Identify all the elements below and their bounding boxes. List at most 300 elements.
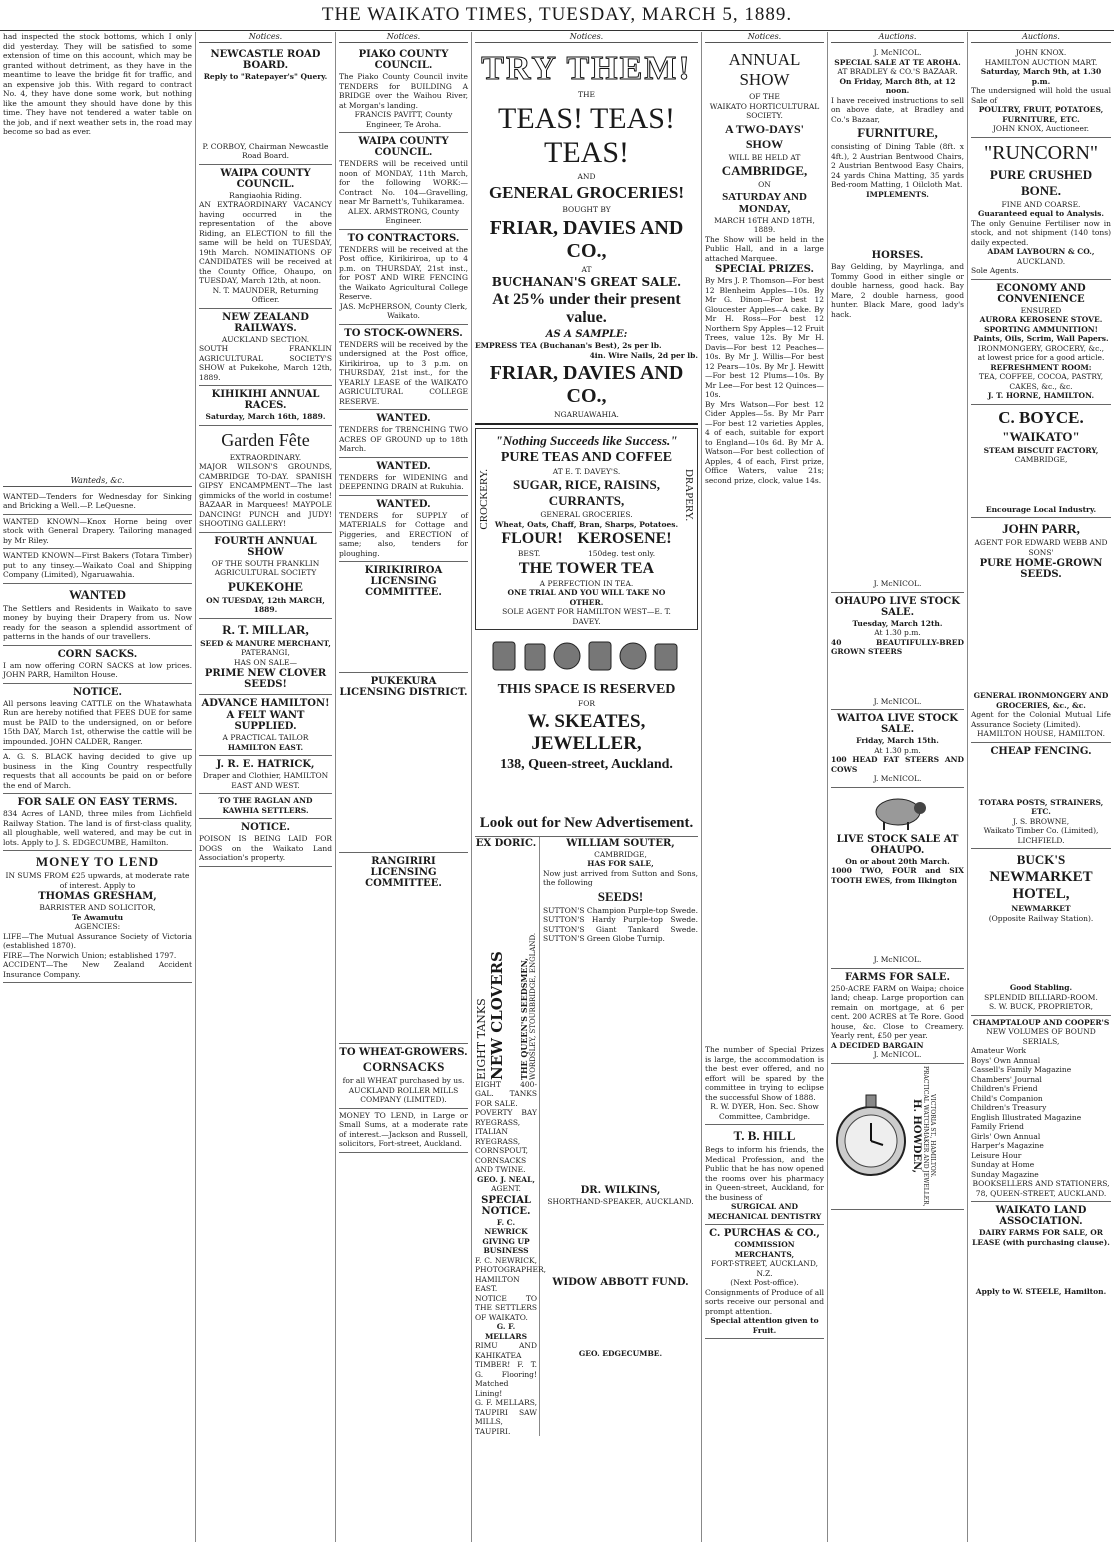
- serial-item: Family Friend: [971, 1122, 1024, 1131]
- railways-text: SOUTH FRANKLIN AGRICULTURAL SOCIETY'S SHOW at Pukekohe, March 12th, 1889.: [199, 344, 332, 382]
- flour-sub: BEST.: [517, 549, 541, 558]
- wanted-drain: [339, 458, 468, 496]
- public-hall: The Show will be held in the Public Hall, and in a large attached Marquee.: [705, 234, 824, 263]
- wanted-ad-3-text: WANTED KNOWN—First Bakers (Totara Timber) put to any tinsey.—Waikato Coal and Shipping Company (Limited), Ngaruawahia.: [3, 551, 192, 579]
- dairy-farms: DAIRY FARMS FOR SALE, OR LEASE (with purchasing clause).: [972, 1228, 1110, 1247]
- ironmongery: IRONMONGERY, GROCERY, &c.,: [977, 343, 1105, 353]
- howden-name: H. HOWDEN,: [911, 1098, 922, 1173]
- doric-title: EX DORIC.: [475, 837, 537, 849]
- fine-coarse: FINE AND COARSE.: [1001, 199, 1081, 209]
- auctions-header-6: Auctions.: [831, 32, 964, 43]
- hamilton-house: HAMILTON HOUSE, HAMILTON.: [976, 729, 1106, 738]
- mcnicol-5: J. McNICOL.: [873, 955, 922, 964]
- watch-illustration: [831, 1091, 911, 1181]
- corn-sacks-ad: [3, 646, 192, 684]
- ohaupo2-title: LIVE STOCK SALE AT OHAUPO.: [836, 833, 959, 856]
- newcastle-ad: [199, 46, 332, 165]
- mcnicol-1: J. McNICOL.: [873, 48, 922, 57]
- wanted-ad-4-text: The Settlers and Residents in Waikato to save money by buying their Drapery from us. Now ready for the season a splendid assortment of patterns in the hands of our travellers.: [3, 603, 192, 641]
- railways-ad: [199, 309, 332, 387]
- annual-show-ad: [199, 533, 332, 619]
- sample-1: EMPRESS TEA (Buchanan's Best), 2s per lb.: [475, 341, 662, 350]
- association-title: WAIKATO LAND ASSOCIATION.: [995, 1205, 1087, 1227]
- cattle-notice: [3, 684, 192, 751]
- boyce-body: [971, 465, 1111, 505]
- fencing-body: [971, 758, 1111, 798]
- column-3: [336, 32, 472, 1542]
- sheep-illustration: [868, 792, 928, 832]
- serial-item: Sunday at Home: [971, 1160, 1035, 1169]
- serial-item: Children's Friend: [971, 1084, 1038, 1093]
- fat-steers: 100 HEAD FAT STEERS AND COWS: [831, 755, 964, 774]
- horses-heading: HORSES.: [871, 250, 924, 261]
- serial-item: Chambers' Journal: [971, 1074, 1042, 1084]
- wheat-ad: [339, 1044, 468, 1109]
- corn-sacks-text: I am now offering CORN SACKS at low prices. JOHN PARR, Hamilton House.: [3, 660, 192, 679]
- wanted-supply: [339, 496, 468, 563]
- at-davey: AT E. T. DAVEY'S.: [552, 466, 621, 476]
- land-association-ad: [971, 1202, 1111, 1300]
- cattle-notice-title: NOTICE.: [72, 686, 123, 698]
- sale-title: SPECIAL SALE AT TE AROHA.: [834, 57, 961, 67]
- mcnicol-6: J. McNICOL.: [873, 1050, 922, 1059]
- columns: [0, 32, 1114, 1542]
- land-sale-title: FOR SALE ON EASY TERMS.: [17, 797, 178, 808]
- flour-sub-row: [494, 549, 679, 559]
- sole-agent: SOLE AGENT FOR HAMILTON WEST—E. T. DAVEY.: [502, 607, 671, 626]
- races-title: KIHIKIHI ANNUAL RACES.: [211, 389, 320, 411]
- ohaupo-sale: [831, 593, 964, 711]
- purchas-ad: [705, 1225, 824, 1339]
- land-sale-ad: [3, 794, 192, 851]
- parr-colonial: Agent for the Colonial Mutual Life Assurance Society (Limited).: [971, 710, 1111, 729]
- money-lend-title: MONEY TO LEND: [35, 854, 160, 869]
- widow-body: [543, 1289, 698, 1349]
- lender-name: THOMAS GRESHAM,: [38, 891, 157, 902]
- laybourn-place: AUCKLAND.: [1016, 256, 1066, 266]
- mcnicol-3: J. McNICOL.: [873, 696, 922, 706]
- mcnicol-2: J. McNICOL.: [873, 579, 922, 588]
- contractors-sign: JAS. McPHERSON, County Clerk, Waikato.: [339, 301, 468, 320]
- wanted-ad-2: [3, 515, 192, 550]
- fete-title: Garden Fête: [221, 429, 310, 450]
- wanted-supply-title: WANTED.: [376, 498, 431, 510]
- rangiriri-title: RANGIRIRI LICENSING COMMITTEE.: [365, 856, 442, 889]
- serial-item: Leisure Hour: [971, 1150, 1022, 1160]
- hatrick-ad: [199, 756, 332, 794]
- horticultural-ad: [705, 46, 824, 1125]
- lowest-price: at lowest price for a good article.: [977, 353, 1105, 362]
- howden-ad: [831, 1064, 964, 1211]
- newcastle-body: [199, 82, 332, 142]
- ewes-line: 1000 TWO, FOUR and SIX TOOTH EWES, from Ilkington: [831, 866, 964, 885]
- ohaupo-time: At 1.30 p.m.: [874, 628, 921, 637]
- column-7: [968, 32, 1114, 1542]
- cattle-notice-text: All persons leaving CATTLE on the Whatawhata Run are hereby notified that FEES DUE for same must be PAID to the undersigned, on or before 15th DAY, March 1st, otherwise the cattle will be impounded. JOHN CALDER, Ranger.: [3, 698, 192, 746]
- waipa-title: WAIPA COUNTY COUNCIL.: [220, 167, 311, 190]
- auctions-header-7: Auctions.: [971, 32, 1111, 43]
- cambridge-place: CAMBRIDGE,: [721, 163, 808, 178]
- knox-ad: [971, 46, 1111, 138]
- stock-owners-title: TO STOCK-OWNERS.: [344, 327, 463, 339]
- tower-sub: A PERFECTION IN TEA.: [539, 578, 634, 588]
- poison-notice: [199, 819, 332, 867]
- encourage: Encourage Local Industry.: [985, 504, 1097, 514]
- sole-agents: Sole Agents.: [971, 266, 1019, 275]
- fencing-ad: [971, 743, 1111, 850]
- serial-item: Girls' Own Annual: [971, 1131, 1041, 1141]
- champ-name: CHAMPTALOUP AND COOPER'S: [972, 1017, 1110, 1027]
- sample-2: 4in. Wire Nails, 2d per lb.: [589, 350, 698, 360]
- farms-sale: [831, 969, 964, 1064]
- flour-label: FLOUR!: [501, 530, 563, 547]
- land-sale-text: 834 Acres of LAND, three miles from Lichfield Railway Station. The land is of first-class quality, all ploughable, well watered, and may be cut in lots. Apply to J. S. EDGECUMBE, Hamilton.: [3, 809, 192, 847]
- wilkins-sub: SHORTHAND-SPEAKER, AUCKLAND.: [547, 1196, 694, 1206]
- black-notice: [3, 750, 192, 794]
- newrick-photo: F. C. NEWRICK, PHOTOGRAPHER, HAMILTON EAST.: [475, 1255, 547, 1293]
- wanteds-header: Wanteds, &c.: [3, 476, 192, 487]
- purchas-fruit: Special attention given to Fruit.: [710, 1316, 819, 1335]
- buck-proprietor: S. W. BUCK, PROPRIETOR,: [989, 1002, 1093, 1011]
- serial-item: Harper's Magazine: [971, 1141, 1044, 1150]
- piako-ad: [339, 46, 468, 133]
- waipa-sign: N. T. MAUNDER, Returning Officer.: [212, 285, 319, 304]
- races-ad: [199, 386, 332, 426]
- settlers-notice: NOTICE TO THE SETTLERS OF WAIKATO.: [475, 1293, 537, 1322]
- tailor-place: HAMILTON EAST.: [227, 742, 304, 752]
- furniture-heading: FURNITURE,: [857, 125, 938, 140]
- sporting: SPORTING AMMUNITION!: [984, 324, 1098, 334]
- giving-up: GIVING UP BUSINESS: [482, 1236, 530, 1255]
- wanted-trench-text: TENDERS for TRENCHING TWO ACRES OF GROUND up to 18th March.: [339, 425, 468, 453]
- serial-item: Sunday Magazine: [971, 1169, 1039, 1179]
- society-name: WAIKATO HORTICULTURAL SOCIETY.: [709, 101, 820, 120]
- crockery-label: CROCKERY.: [478, 468, 490, 530]
- hill-ad: [705, 1125, 824, 1225]
- steele-apply: Apply to W. STEELE, Hamilton.: [975, 1287, 1107, 1296]
- and-label: AND: [577, 171, 596, 181]
- prizes-body: [705, 485, 824, 1045]
- sale-name: BUCHANAN'S GREAT SALE.: [491, 275, 682, 289]
- serials-heading: NEW VOLUMES OF BOUND SERIALS,: [986, 1027, 1096, 1046]
- column-5: [702, 32, 828, 1542]
- newcastle-title: NEWCASTLE ROAD BOARD.: [210, 49, 321, 71]
- piako-sign: FRANCIS PAVITT, County Engineer, Te Aroha.: [354, 110, 453, 129]
- purchas-name: C. PURCHAS & CO.,: [709, 1228, 820, 1239]
- ohaupo-date: Tuesday, March 12th.: [852, 618, 943, 628]
- waipa2-ad: [339, 133, 468, 230]
- refreshment: REFRESHMENT ROOM:: [990, 362, 1092, 372]
- races-date: Saturday, March 16th, 1889.: [205, 412, 326, 421]
- purchas-consign: Consignments of Produce of all sorts receive our personal and prompt attention.: [705, 1287, 825, 1316]
- masthead: THE WAIKATO TIMES, TUESDAY, MARCH 5, 1889.: [0, 4, 1114, 31]
- column-4: [472, 32, 702, 1542]
- boyce-ad: [971, 405, 1111, 519]
- bucks-label: BUCK'S: [1016, 852, 1066, 867]
- agencies-label: AGENCIES:: [74, 922, 121, 931]
- newmarket-hotel: NEWMARKET HOTEL,: [989, 869, 1093, 902]
- only-genuine: The only Genuine Fertiliser now in stock, and not shipment (140 tons) daily expected.: [971, 218, 1111, 247]
- hatrick-sub: Draper and Clothier, HAMILTON EAST AND WEST.: [202, 771, 329, 790]
- cornsacks-label: CORNSACKS: [362, 1059, 445, 1074]
- souter-sub: Now just arrived from Sutton and Sons, the following: [543, 868, 698, 887]
- souter-body: [543, 944, 698, 1184]
- knox-name: JOHN KNOX.: [1015, 48, 1067, 57]
- serial-item: English Illustrated Magazine: [971, 1112, 1082, 1122]
- boyce-place: CAMBRIDGE,: [1014, 455, 1068, 464]
- pure-seeds: PURE HOME-GROWN SEEDS.: [979, 558, 1103, 580]
- neal-name: GEO. J. NEAL,: [477, 1174, 535, 1184]
- purchas-note: (Next Post-office).: [730, 1278, 799, 1287]
- show-days: SATURDAY AND MONDAY,: [722, 190, 807, 215]
- piako-text: The Piako County Council invite TENDERS for BUILDING A BRIDGE over the Waihou River, at Morgan's landing.: [339, 72, 468, 110]
- millar-sale: HAS ON SALE—: [233, 657, 298, 667]
- column-2: [196, 32, 336, 1542]
- lender-place: Te Awamutu: [71, 912, 124, 922]
- tailor-ad: [199, 695, 332, 756]
- drapery-label: DRAPERY.: [683, 468, 695, 521]
- serial-item: Amateur Work: [971, 1046, 1027, 1055]
- neal-role: AGENT.: [491, 1184, 521, 1193]
- prizes-notice: The number of Special Prizes is large, the accommodation is the best ever offered, and no effort will be spared by the committee in trying to eclipse the successful Show of 1888.: [705, 1045, 824, 1102]
- mcnicol-4: J. McNICOL.: [873, 774, 922, 783]
- biscuit-factory: STEAM BISCUIT FACTORY,: [983, 445, 1099, 455]
- cheap-fencing: CHEAP FENCING.: [990, 745, 1092, 757]
- sale-text: I have received instructions to sell on above date, at Bradley and Co.'s Bazaar,: [831, 95, 964, 124]
- waipa2-sign: ALEX. ARMSTRONG, County Engineer.: [348, 206, 459, 225]
- wheat-line: Wheat, Oats, Chaff, Bran, Sharps, Potatoes.: [494, 519, 679, 529]
- mellars-sign: G. F. MELLARS, TAUPIRI SAW MILLS, TAUPIRI.: [475, 1398, 537, 1436]
- sugar-line: SUGAR, RICE, RAISINS, CURRANTS,: [512, 477, 660, 508]
- ohaupo2-date: On or about 20th March.: [845, 856, 950, 866]
- column-1: [0, 32, 196, 1542]
- piako-title: PIAKO COUNTY COUNCIL.: [358, 49, 449, 71]
- implements-heading: IMPLEMENTS.: [866, 189, 929, 199]
- economy-ad: [971, 280, 1111, 405]
- champtaloup-ad: [971, 1016, 1111, 1203]
- wanted-ad-3: [3, 549, 192, 584]
- waitoa-sale: [831, 710, 964, 788]
- special-prizes: SPECIAL PRIZES.: [714, 264, 815, 275]
- special-notice-title: SPECIAL NOTICE.: [481, 1194, 531, 1217]
- skeates-ad: [475, 630, 698, 837]
- wilkins-name: DR. WILKINS,: [580, 1184, 661, 1196]
- serials-list: [971, 1046, 1111, 1179]
- the-label: THE: [577, 90, 596, 99]
- rimu-line: RIMU AND KAHIKATEA TIMBER! F. T. G. Flooring! Matched Lining!: [475, 1341, 537, 1398]
- ohaupo2-sale: [831, 788, 964, 969]
- millar-title: R. T. MILLAR,: [222, 621, 309, 637]
- firm-name-2: FRIAR, DAVIES AND CO.,: [489, 362, 684, 407]
- col4-bottom: [475, 837, 698, 1437]
- wanted-drain-title: WANTED.: [376, 460, 431, 472]
- waitoa-title: WAITOA LIVE STOCK SALE.: [836, 713, 958, 735]
- mart-date: Saturday, March 9th, at 1.30 p.m.: [980, 67, 1102, 86]
- paints: Paints, Oils, Scrim, Wall Papers.: [973, 334, 1109, 343]
- railway-label: (Opposite Railway Station).: [988, 913, 1094, 923]
- wanted-trench-title: WANTED.: [376, 413, 431, 424]
- stabling: Good Stabling.: [1009, 983, 1073, 992]
- tailor-title: ADVANCE HAMILTON!: [201, 698, 330, 709]
- for-label: FOR: [578, 699, 595, 708]
- parr-name: JOHN PARR,: [1002, 521, 1080, 536]
- knox-sign: JOHN KNOX, Auctioneer.: [992, 124, 1090, 133]
- waipa2-title: WAIPA COUNTY COUNCIL.: [358, 136, 449, 158]
- farms-title: FARMS FOR SALE.: [844, 971, 951, 983]
- black-notice-text: A. G. S. BLACK having decided to give up business in the King Country respectfully requests that all accounts be paid on or before the end of March.: [3, 752, 192, 790]
- notices-header-3: Notices.: [339, 32, 468, 43]
- millar-item: PRIME NEW CLOVER SEEDS!: [204, 668, 327, 690]
- wordsley-label: WORDSLEY, STOURBRIDGE, ENGLAND.: [529, 932, 537, 1080]
- wanted-ad-1: [3, 490, 192, 515]
- serial-item: Cassell's Family Magazine: [971, 1065, 1072, 1074]
- discount-heading: At 25% under their present value.: [492, 291, 681, 326]
- te-aroha-sale: [831, 46, 964, 593]
- newmarket-body: [971, 923, 1111, 983]
- mart-text: The undersigned will hold the usual Sale of: [971, 86, 1111, 105]
- contractors-ad: [339, 230, 468, 325]
- held-at: WILL BE HELD AT: [728, 152, 801, 162]
- waitoa-time: At 1.30 p.m.: [874, 745, 921, 755]
- economy-heading: ECONOMY AND CONVENIENCE: [996, 282, 1086, 305]
- general-groceries: GENERAL GROCERIES.: [540, 510, 633, 519]
- parr-body: [971, 581, 1111, 691]
- sale-date: On Friday, March 8th, at 12 noon.: [839, 76, 956, 95]
- railways-sub: AUCKLAND SECTION.: [221, 334, 310, 344]
- notices-header-5: Notices.: [705, 32, 824, 43]
- booksellers: BOOKSELLERS AND STATIONERS, 78, QUEEN-STREET, AUCKLAND.: [972, 1179, 1110, 1198]
- kerosene-label: KEROSENE!: [577, 530, 672, 547]
- column-6: [828, 32, 968, 1542]
- purchas-sub: COMMISSION MERCHANTS,: [734, 1240, 795, 1259]
- annual-show-sub: OF THE SOUTH FRANKLIN AGRICULTURAL SOCIETY: [211, 558, 320, 577]
- doric-ad: [475, 837, 547, 1437]
- tailor-line: A PRACTICAL TAILOR: [222, 733, 309, 742]
- wanted-ad-1-text: WANTED—Tenders for Wednesday for Sinking and Bricking a Well.—P. LeQuesne.: [3, 491, 192, 510]
- poultry-line: POULTRY, FRUIT, POTATOES, FURNITURE, ETC.: [978, 105, 1104, 124]
- try-them-heading: TRY THEM!: [481, 50, 692, 87]
- on-label: ON: [758, 180, 771, 189]
- sample-heading: AS A SAMPLE:: [545, 329, 628, 340]
- tanks-sale: EIGHT 400-GAL. TANKS FOR SALE.: [475, 1079, 537, 1108]
- poison-text: POISON IS BEING LAID FOR DOGS on the Waikato Land Association's property.: [199, 834, 332, 862]
- widow-fund: WIDOW ABBOTT FUND.: [552, 1277, 689, 1288]
- firm-place-2: NGARUAWAHIA.: [554, 410, 619, 419]
- tailor-sub: A FELT WANT SUPPLIED.: [226, 710, 305, 732]
- fete-ad: [199, 426, 332, 533]
- skeates-address: 138, Queen-street, Auckland.: [500, 756, 673, 772]
- howden-place: VICTORIA ST., HAMILTON.: [929, 1093, 936, 1178]
- hill-sub: SURGICAL AND MECHANICAL DENTISTRY: [707, 1202, 822, 1221]
- parr-ad: [971, 518, 1111, 743]
- timber-co: Waikato Timber Co. (Limited), LICHFIELD.: [983, 826, 1099, 845]
- corn-sacks-title: CORN SACKS.: [57, 648, 138, 660]
- licensing-ad: [339, 562, 468, 673]
- totara-posts: TOTARA POSTS, STRAINERS, ETC.: [978, 797, 1104, 816]
- money-lend-ad: [3, 851, 192, 983]
- lender-role: BARRISTER AND SOLICITOR,: [39, 903, 156, 912]
- news-continued: [3, 137, 192, 146]
- millar-ad: [199, 619, 332, 696]
- newrick-name: F. C. NEWRICK: [484, 1217, 528, 1236]
- queens-seedsmen: THE QUEEN'S SEEDSMEN,: [519, 957, 529, 1080]
- howden-sub: PRACTICAL WATCHMAKER AND JEWELLER,: [922, 1065, 929, 1207]
- skeates-spacer: [475, 774, 698, 814]
- eight-tanks-label: EIGHT TANKS: [475, 997, 488, 1080]
- fete-sub: EXTRAORDINARY.: [229, 452, 302, 462]
- newcastle-sign: P. CORBOY, Chairman Newcastle Road Board.: [202, 141, 329, 160]
- souter-ad: [540, 837, 698, 1437]
- annual-show-heading: ANNUAL SHOW: [728, 50, 801, 89]
- newcastle-sub: Reply to "Ratepayer's" Query.: [203, 72, 328, 81]
- prizes-list-2: By Mrs Watson—For best 12 Cider Apples—5s. By Mr Parr—For best 12 varieties Apples, 4 of each, suitable for export to England—10s 6d. By Mr A. Watson—For best collection of Apples, 4 of each, First prize, Office Waters, value 21s; second prize, clock, value 14s.: [705, 399, 824, 485]
- space-reserved: THIS SPACE IS RESERVED: [497, 682, 676, 697]
- sale-place: AT BRADLEY & CO.'S BAZAAR.: [837, 67, 958, 76]
- association-body: [971, 1247, 1111, 1287]
- new-clovers-label: NEW CLOVERS: [488, 950, 506, 1080]
- friar-davies-ad: [475, 46, 698, 425]
- steers-line: 40 BEAUTIFULLY-BRED GROWN STEERS: [831, 637, 964, 656]
- davey-ad: [475, 428, 698, 631]
- serial-item: Child's Companion: [971, 1093, 1043, 1103]
- signature-area: [506, 850, 519, 1080]
- souter-name: WILLIAM SOUTER,: [566, 837, 675, 849]
- ohaupo-title: OHAUPO LIVE STOCK SALE.: [835, 595, 960, 618]
- annual-show-date: ON TUESDAY, 12th MARCH, 1889.: [206, 595, 325, 614]
- notices-header-4: Notices.: [475, 32, 698, 43]
- agency-life: LIFE—The Mutual Assurance Society of Victoria (established 1870).: [3, 931, 192, 950]
- bargain-line: A DECIDED BARGAIN: [831, 1040, 924, 1050]
- teas-heading: TEAS! TEAS! TEAS!: [498, 101, 675, 169]
- seeds-heading: SEEDS!: [597, 888, 644, 904]
- implements-body: [831, 199, 964, 249]
- kerosene-sub: 150deg. test only.: [587, 549, 656, 558]
- furniture-text: consisting of Dining Table (8ft. x 4ft.), 2 Austrian Bentwood Chairs, 2 Austrian Bentwood Easy Chairs, 24 yards China Matting, 35 yards Bed-room Matting, 1 Oilcloth Mat.: [831, 142, 964, 189]
- show-dates: MARCH 16TH AND 18TH, 1889.: [714, 215, 815, 234]
- ensured: ENSURED: [1020, 305, 1062, 315]
- newmarket-ad: [971, 849, 1111, 1016]
- serial-item: Boys' Own Annual: [971, 1055, 1041, 1065]
- horne-name: J. T. HORNE, HAMILTON.: [987, 391, 1095, 400]
- waipa-sub: Rangiaohia Riding.: [229, 190, 302, 200]
- skeates-name: W. SKEATES, JEWELLER,: [527, 710, 646, 754]
- tower-tea: THE TOWER TEA: [518, 559, 655, 577]
- lookout-heading: Look out for New Advertisement.: [479, 814, 694, 831]
- wanted-ad-2-text: WANTED KNOWN—Knox Horne being over stock with General Drapery. Tailoring managed by Mr Riley.: [3, 516, 192, 545]
- widow-sign: GEO. EDGECUMBE.: [578, 1349, 663, 1358]
- two-days: A TWO-DAYS' SHOW: [724, 121, 805, 151]
- wanted-drain-text: TENDERS for WIDENING and DEEPENING DRAIN at Rukuhia.: [339, 472, 468, 491]
- wheat-title: TO WHEAT-GROWERS.: [339, 1047, 468, 1058]
- licensing-body: [339, 599, 468, 669]
- pukekura-ad: [339, 673, 468, 853]
- prizes-list-1: By Mrs J. P. Thomson—For best 12 Blenheim Apples—10s. By Mr G. Dinon—For best 12 Gloucester Apples—A cake. By Mr H. Ross—For best 12 Northern Spy Apples—12 Fruit Trees, value 12s. By Mr H. Davis—For best 12 Peaches—10s. By Mr J. Willis—For best 12 Pears—10s. By Mr J. Hewitt—For best 12 Plums—10s. By Mr Lee—For best 12 Quinces—10s.: [705, 276, 824, 399]
- pure-teas: PURE TEAS AND COFFEE: [500, 449, 673, 465]
- annual-show-title: FOURTH ANNUAL SHOW: [214, 535, 317, 558]
- stock-owners-ad: [339, 325, 468, 411]
- browne-name: J. S. BROWNE,: [1012, 816, 1070, 826]
- stock-owners-text: TENDERS will be received by the undersigned at the Post office, Kirikiriroa, up to 3 p.m. on THURSDAY, 21st inst., for the YEARLY LEASE of the WAIKATO AGRICULTURAL COLLEGE RESERVE.: [339, 339, 468, 406]
- news-article: had inspected the stock bottoms, which I only did yesterday. They will be satisfied to some extension of time on this account, which may be granted without detriment, as they have in the meantime to leave the bridge fit for traffic, and an expensive job this. With regard to contract No. 4, they have done some work, but nothing like the amount they should have done by this time. They have not tendered a water table on the job, and if next weather sets in, the road may become so bad as ever.: [3, 32, 192, 136]
- contractors-title: TO CONTRACTORS.: [347, 232, 460, 244]
- waipa2-text: TENDERS will be received until noon of MONDAY, 11th March, for the following WORK:—Contract No. 104—Gravelling, near Mr Barnett's, Tuhikaramea.: [339, 159, 468, 206]
- news-body-block: [3, 146, 192, 476]
- souter-place: CAMBRIDGE,: [594, 849, 647, 859]
- notices-header: Notices.: [199, 32, 332, 43]
- tower-sub2: ONE TRIAL AND YOU WILL TAKE NO OTHER.: [507, 588, 666, 607]
- fete-text: MAJOR WILSON'S GROUNDS, CAMBRIDGE TO-DAY. SPANISH GIPSY ENCAMPMENT—The last gimmicks of the world in costume! BAZAAR in Marquees! MAYPOLE DANCING! PUNCH and JUDY! SHOOTING GALLERY!: [199, 462, 332, 528]
- analysis-line: Guaranteed equal to Analysis.: [978, 209, 1104, 218]
